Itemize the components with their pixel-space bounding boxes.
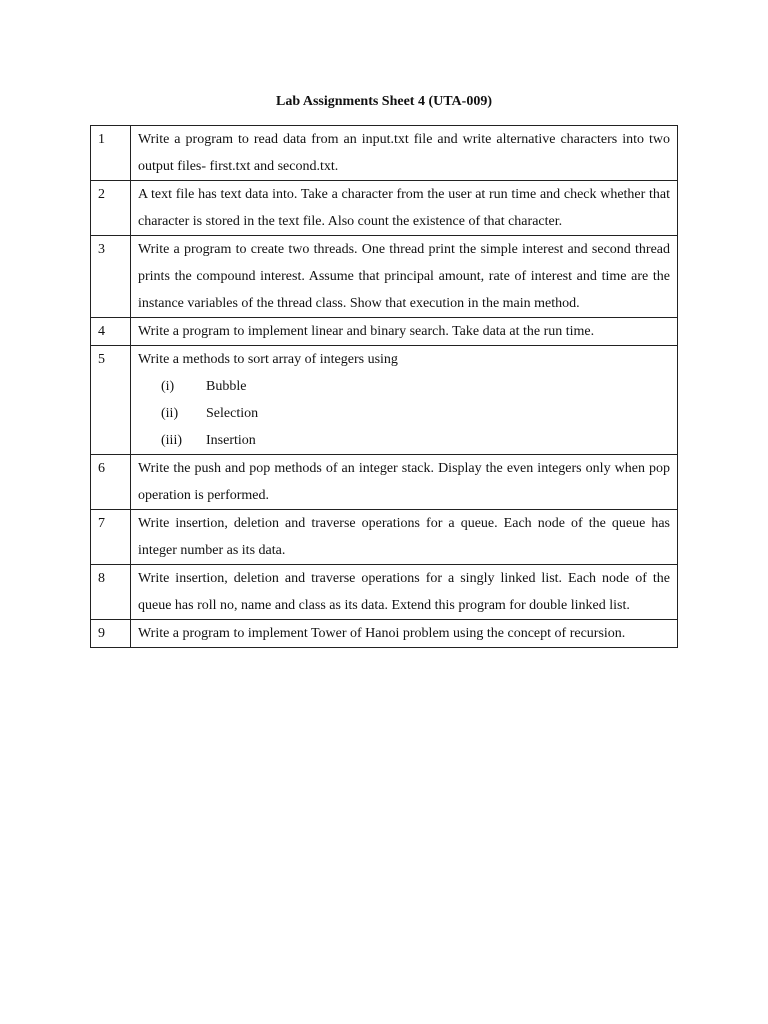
list-label: Insertion <box>206 433 256 448</box>
item-text: Write insertion, deletion and traverse operations for a queue. Each node of the queue has integer number as its data. <box>131 510 678 565</box>
assignments-table <box>90 125 678 648</box>
item-text: Write the push and pop methods of an integer stack. Display the even integers only when pop operation is performed. <box>131 455 678 510</box>
item-number: 5 <box>91 346 131 455</box>
item-number: 1 <box>91 126 131 181</box>
list-item <box>138 400 670 427</box>
table-row <box>91 510 678 565</box>
list-item <box>138 427 670 454</box>
item-number: 2 <box>91 181 131 236</box>
item-cell <box>131 346 678 455</box>
item-text: Write insertion, deletion and traverse operations for a singly linked list. Each node of the queue has roll no, name and class as its data. Extend this program for double linked list. <box>131 565 678 620</box>
list-label: Bubble <box>206 379 247 394</box>
item-text: Write a program to implement Tower of Hanoi problem using the concept of recursion. <box>131 620 678 648</box>
list-item <box>138 373 670 400</box>
page-title: Lab Assignments Sheet 4 (UTA-009) <box>276 94 492 109</box>
item-text: Write a program to create two threads. One thread print the simple interest and second thread prints the compound interest. Assume that principal amount, rate of interest and time are the instance variables of the thread class. Show that execution in the main method. <box>131 236 678 318</box>
item-text: Write a program to read data from an input.txt file and write alternative characters into two output files- first.txt and second.txt. <box>131 126 678 181</box>
table-row <box>91 236 678 318</box>
table-row <box>91 318 678 346</box>
item-number: 4 <box>91 318 131 346</box>
table-row <box>91 620 678 648</box>
item-number: 6 <box>91 455 131 510</box>
item-number: 9 <box>91 620 131 648</box>
list-label: Selection <box>206 406 259 421</box>
item-number: 7 <box>91 510 131 565</box>
item-text: Write a program to implement linear and binary search. Take data at the run time. <box>131 318 678 346</box>
item-number: 8 <box>91 565 131 620</box>
table-row <box>91 126 678 181</box>
table-row <box>91 565 678 620</box>
table-row <box>91 346 678 455</box>
list-marker: (iii) <box>161 433 182 448</box>
table-row <box>91 181 678 236</box>
sort-method-list <box>138 373 670 454</box>
item-text: A text file has text data into. Take a character from the user at run time and check whether that character is stored in the text file. Also count the existence of that character. <box>131 181 678 236</box>
table-row <box>91 455 678 510</box>
item-number: 3 <box>91 236 131 318</box>
item-text: Write a methods to sort array of integers using <box>138 352 398 367</box>
list-marker: (ii) <box>161 406 179 421</box>
list-marker: (i) <box>161 379 175 394</box>
